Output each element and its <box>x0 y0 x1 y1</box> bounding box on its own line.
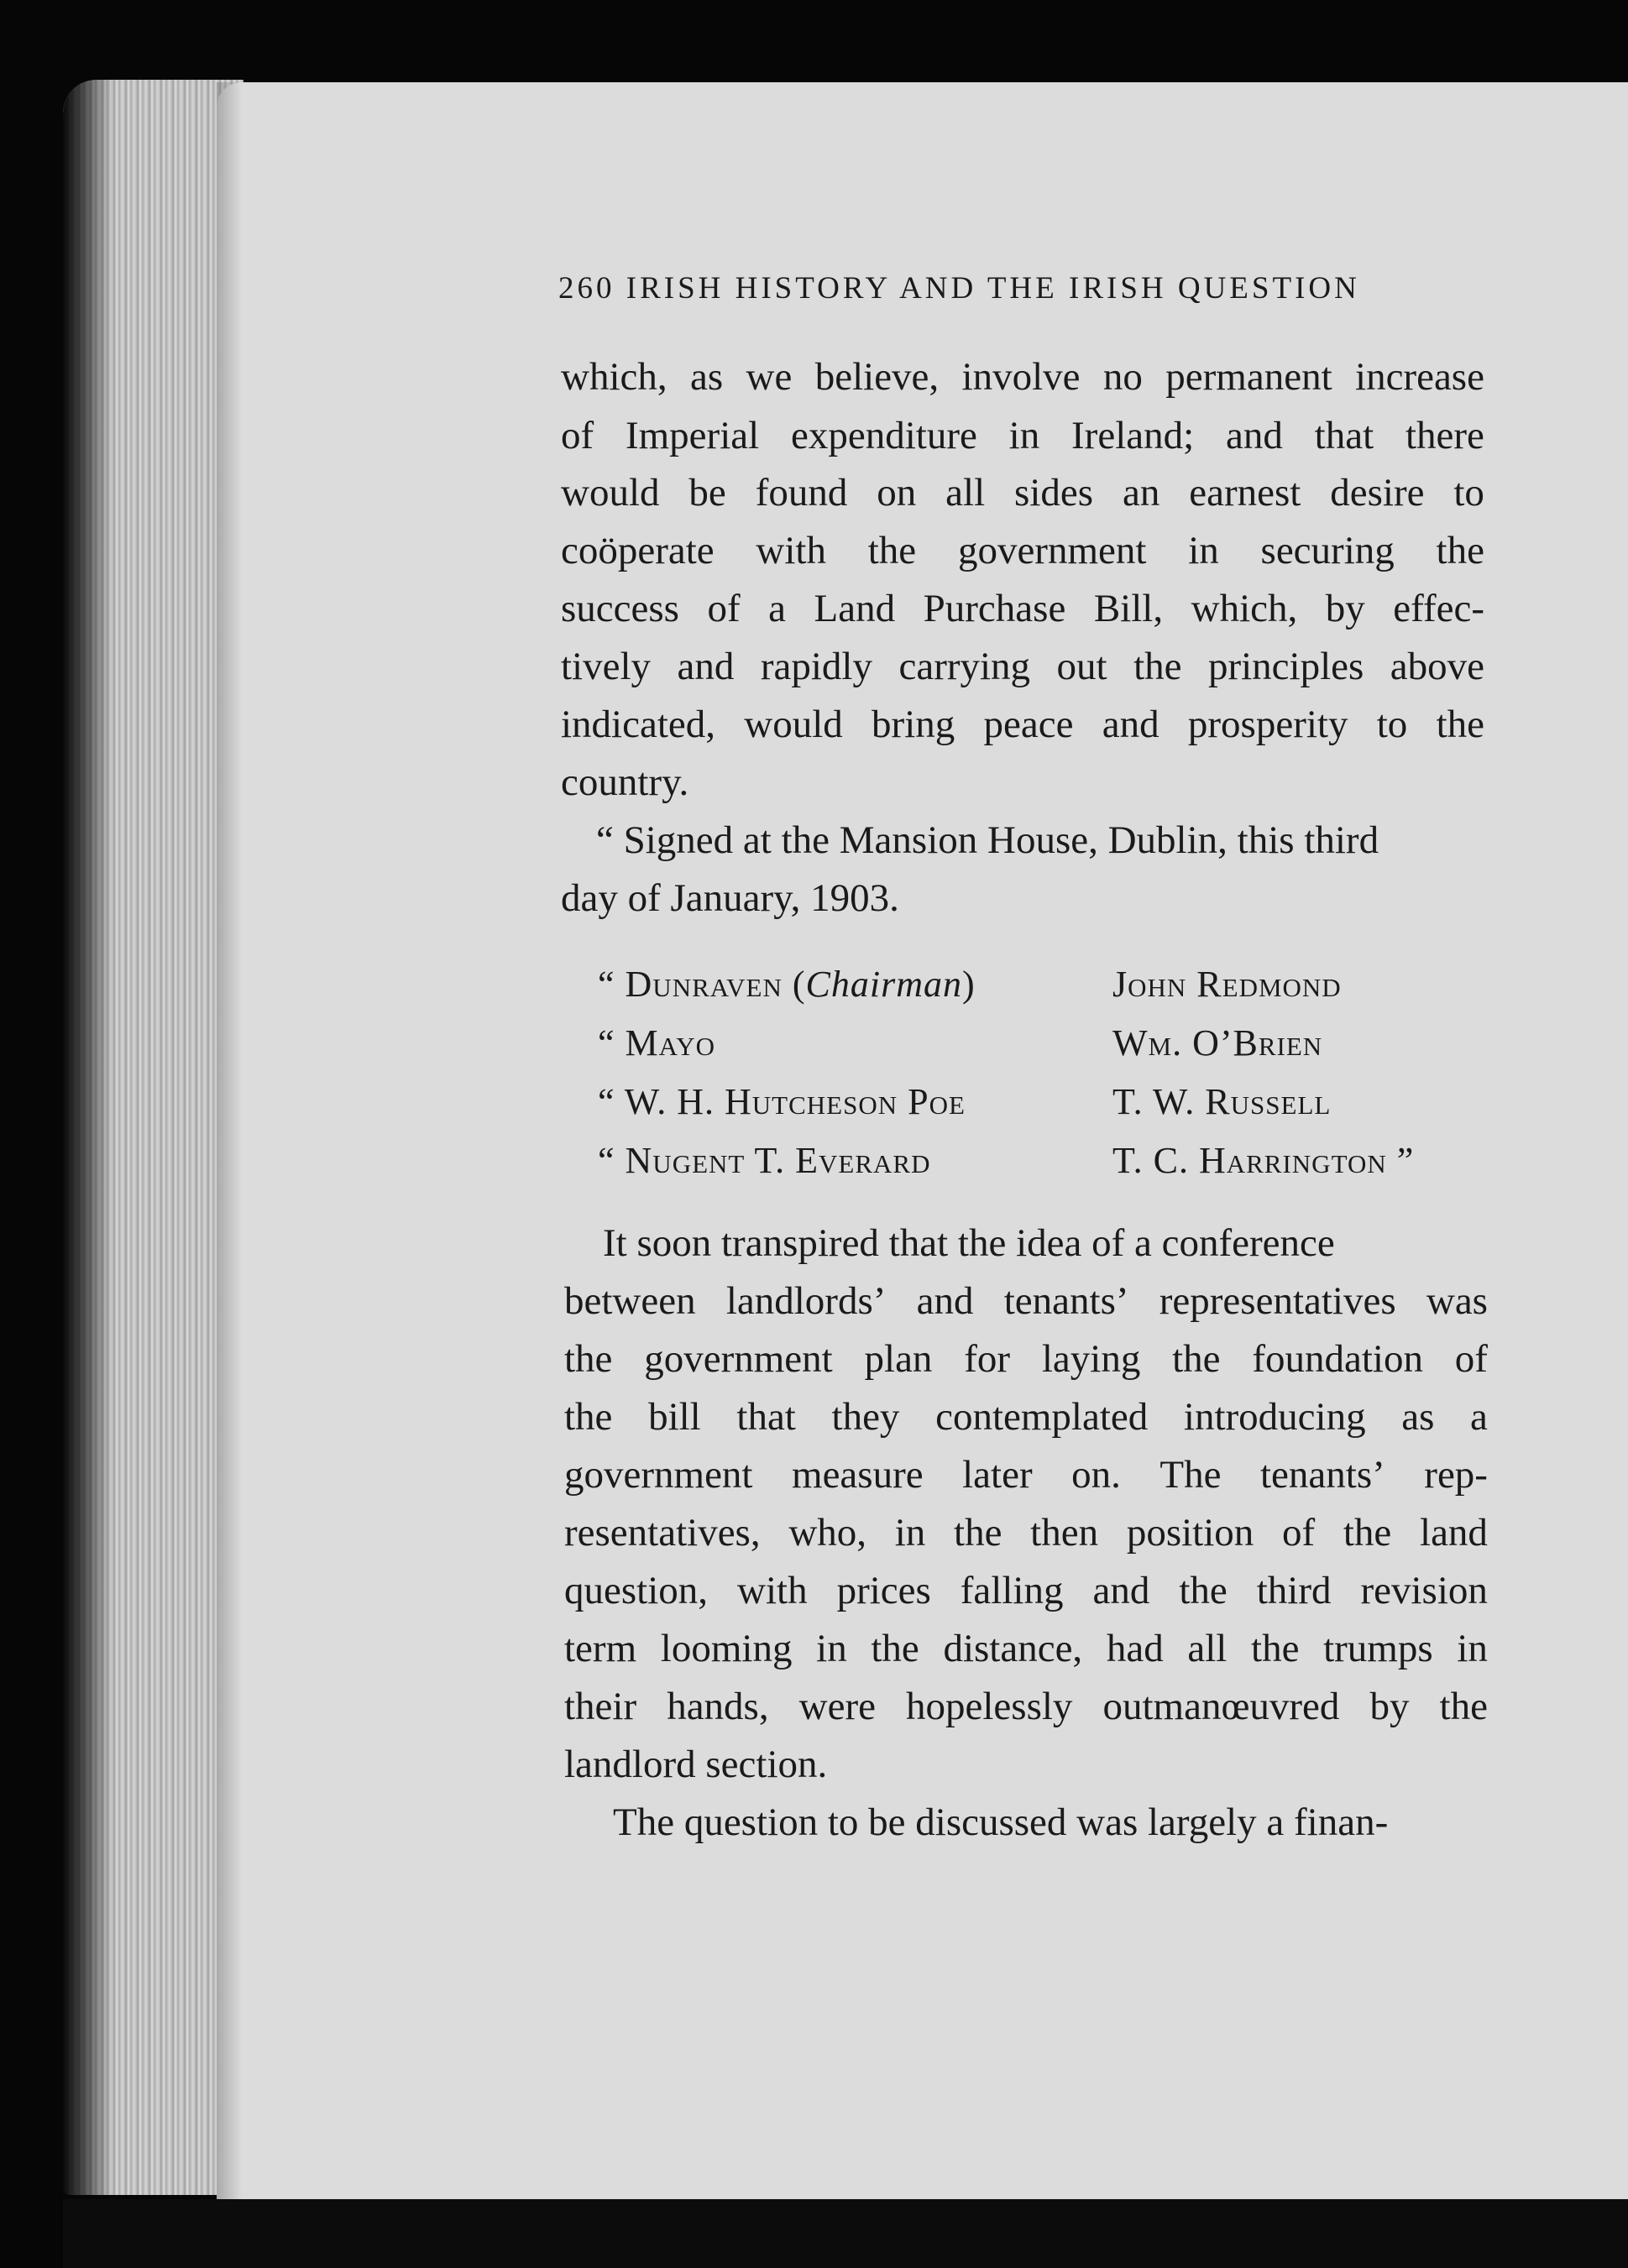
paragraph-1-line: would be found on all sides an earnest desire to <box>561 471 1484 515</box>
signature-left: “ Nugent T. Everard <box>598 1140 931 1181</box>
paragraph-1-line: success of a Land Purchase Bill, which, by effec- <box>561 587 1484 630</box>
paragraph-1-line: which, as we believe, involve no permanent increase <box>561 355 1484 399</box>
page-gutter-shadow <box>217 82 242 2239</box>
bottom-shadow <box>63 2199 1628 2268</box>
paragraph-1-line: country. <box>561 760 689 804</box>
paragraph-1-line: coöperate with the government in securing the <box>561 529 1484 572</box>
paragraph-2-line: landlord section. <box>564 1743 828 1786</box>
paragraph-2-line: term looming in the distance, had all the trumps in <box>564 1627 1488 1670</box>
paragraph-2-line: resentatives, who, in the then position of the land <box>564 1511 1488 1555</box>
signature-right: Wm. O’Brien <box>1112 1022 1323 1063</box>
paragraph-2-line: question, with prices falling and the third revision <box>564 1569 1488 1612</box>
signature-right: John Redmond <box>1112 964 1342 1005</box>
signature-right: T. C. Harrington ” <box>1112 1140 1415 1181</box>
paragraph-2-line: between landlords’ and tenants’ representatives was <box>564 1279 1488 1323</box>
signature-left: “ Dunraven (Chairman) <box>598 964 976 1005</box>
signature-left: “ W. H. Hutcheson Poe <box>598 1081 966 1122</box>
running-header: 260 IRISH HISTORY AND THE IRISH QUESTION <box>558 271 1360 306</box>
signed-line: day of January, 1903. <box>561 876 899 920</box>
paragraph-1-line: tively and rapidly carrying out the principles above <box>561 645 1484 688</box>
signature-right: T. W. Russell <box>1112 1081 1332 1122</box>
paragraph-2-line: their hands, were hopelessly outmanœuvred by the <box>564 1685 1488 1728</box>
paragraph-3-line: The question to be discussed was largely a finan- <box>613 1800 1389 1844</box>
paragraph-2-line: It soon transpired that the idea of a conference <box>603 1221 1335 1265</box>
paragraph-1-line: indicated, would bring peace and prosperity to the <box>561 703 1484 746</box>
book-edge-shadow <box>63 80 113 2195</box>
signed-line: “ Signed at the Mansion House, Dublin, this third <box>596 818 1379 862</box>
signature-left: “ Mayo <box>598 1022 715 1063</box>
paragraph-2-line: the government plan for laying the foundation of <box>564 1337 1488 1381</box>
paragraph-1-line: of Imperial expenditure in Ireland; and that there <box>561 414 1484 457</box>
paragraph-2-line: the bill that they contemplated introducing as a <box>564 1395 1488 1439</box>
paragraph-2-line: government measure later on. The tenants’ rep- <box>564 1453 1488 1497</box>
